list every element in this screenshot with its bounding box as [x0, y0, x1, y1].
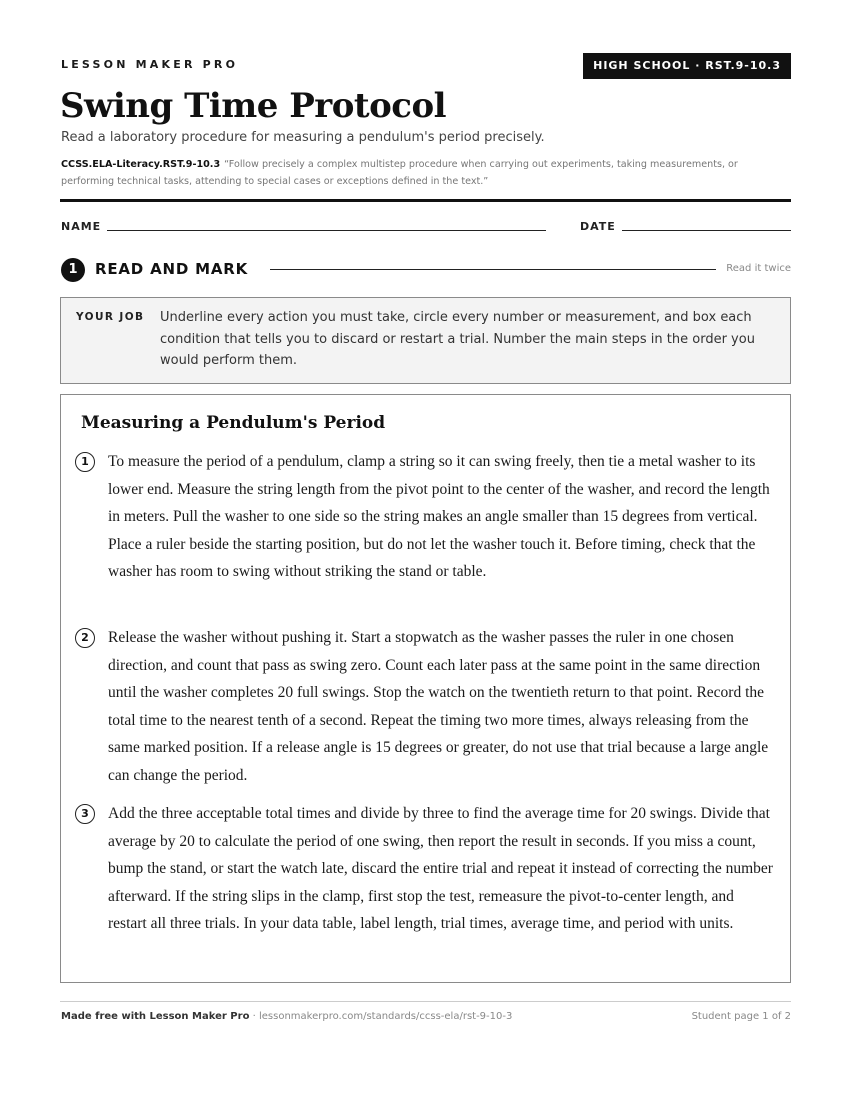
reading-passage	[60, 394, 791, 983]
footer-separator: ·	[249, 1011, 259, 1022]
section-number-badge: 1	[61, 258, 85, 282]
header	[61, 53, 791, 79]
footer-divider	[60, 1001, 791, 1002]
footer-made-with: Made free with Lesson Maker Pro	[61, 1011, 250, 1022]
step-text: To measure the period of a pendulum, clamp a string so it can swing freely, then tie a metal washer to its lower end. Measure the string length from the pivot point to the center of the washer, and record the length in meters. Pull the washer to one side so the string makes an angle smaller than 15 degrees from vertical. Place a ruler beside the starting position, but do not let the washer touch it. Before timing, check that the washer has room to swing without striking the stand or table.	[108, 453, 770, 581]
footer-credit	[61, 1011, 512, 1022]
step-text: Release the washer without pushing it. Start a stopwatch as the washer passes the ruler in one chosen direction, and count that pass as swing zero. Count each later pass at the same point in the same direction until the washer completes 20 full swings. Stop the watch on the twentieth return to that point. Record the total time to the nearest tenth of a second. Repeat the timing two more times, always releasing from the same marked position. If a release angle is 15 degrees or greater, do not use that trial because a large angle can change the period.	[108, 629, 769, 784]
instructions-box	[60, 297, 791, 384]
page-indicator: Student page 1 of 2	[691, 1011, 791, 1022]
name-label: NAME	[61, 220, 102, 233]
footer-url[interactable]: lessonmakerpro.com/standards/ccss-ela/rst-9-10-3	[258, 1011, 513, 1022]
header-divider	[60, 199, 791, 202]
passage-title: Measuring a Pendulum's Period	[81, 413, 386, 433]
step-number-badge: 2	[75, 628, 95, 648]
date-label: DATE	[580, 220, 616, 233]
step-number-badge: 3	[75, 804, 95, 824]
standard-code: CCSS.ELA-Literacy.RST.9-10.3	[61, 159, 221, 170]
instructions-label: YOUR JOB	[76, 311, 145, 323]
standard-citation	[61, 156, 781, 190]
section-divider	[270, 269, 716, 270]
step-text: Add the three acceptable total times and divide by three to find the average time for 20 swings. Divide that average by 20 to calculate the period of one swing, then report the result in seconds. If you miss a count, bump the stand, or start the watch late, discard the entire trial and repeat it instead of correcting the number afterward. If the string slips in the clamp, first stop the test, remeasure the pivot-to-center length, and restart all three trials. In your data table, label length, trial times, average time, and period with units.	[108, 805, 773, 933]
section-header	[61, 258, 791, 282]
grade-badge: HIGH SCHOOL · RST.9-10.3	[583, 53, 791, 79]
date-field-line[interactable]	[622, 230, 791, 231]
name-field-line[interactable]	[107, 230, 546, 231]
standard-text: “Follow precisely a complex multistep procedure when carrying out experiments, taking measurements, or performing technical tasks, attending to special cases or exceptions defined in the text.”	[61, 159, 738, 187]
page-title: Swing Time Protocol	[60, 86, 447, 126]
instructions-text: Underline every action you must take, circle every number or measurement, and box each condition that tells you to discard or restart a trial. Number the main steps in the order you would perform them.	[160, 310, 755, 368]
page-subtitle: Read a laboratory procedure for measuring a pendulum's period precisely.	[61, 130, 545, 145]
brand-name: LESSON MAKER PRO	[61, 58, 239, 71]
step-number-badge: 1	[75, 452, 95, 472]
section-title: READ AND MARK	[95, 260, 249, 278]
section-hint: Read it twice	[726, 263, 791, 274]
